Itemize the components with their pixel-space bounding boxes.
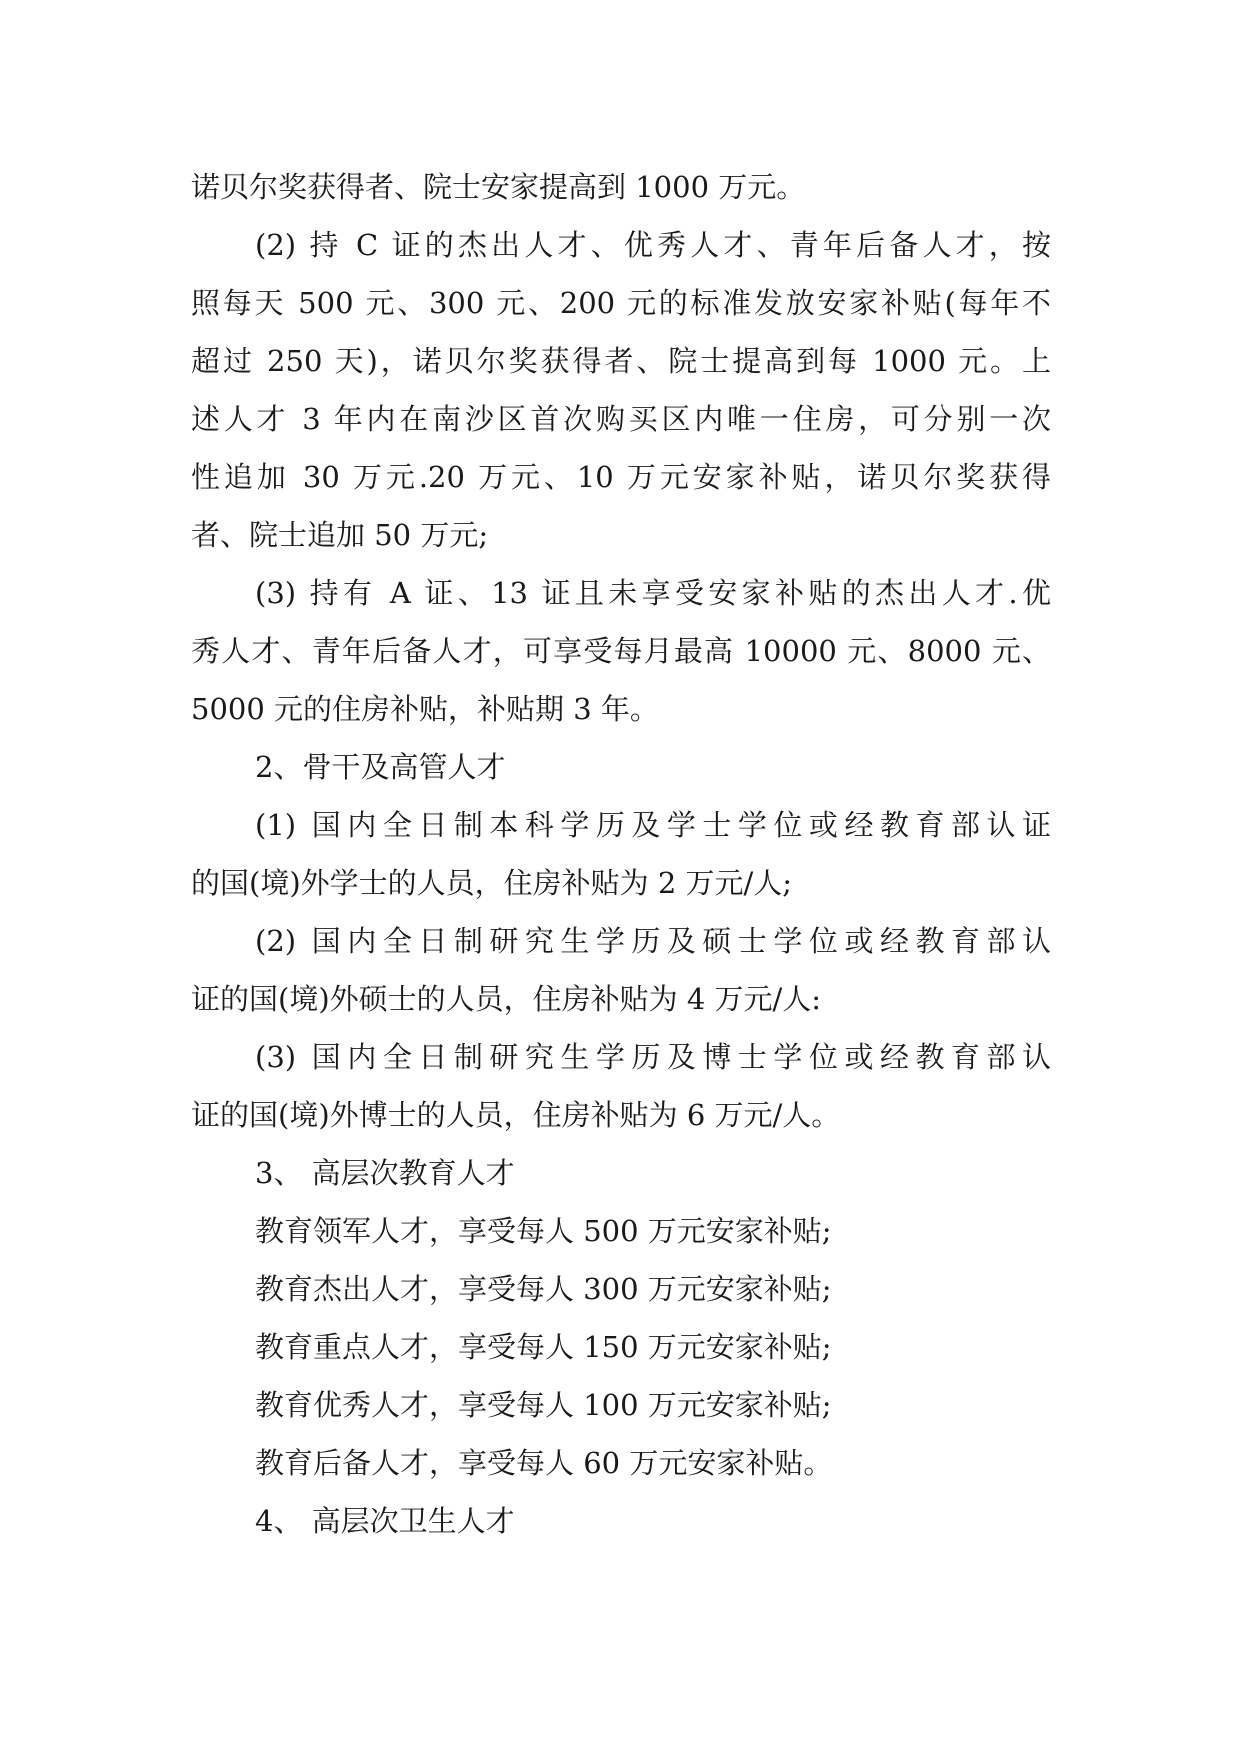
text-line: 秀人才、青年后备人才，可享受每月最高 10000 元、8000 元、 — [191, 634, 1051, 668]
text-line: (3) 国内全日制研究生学历及博士学位或经教育部认 — [255, 1040, 1051, 1074]
text-line: 5000 元的住房补贴，补贴期 3 年。 — [191, 692, 659, 726]
section-heading: 4、 高层次卫生人才 — [255, 1504, 515, 1538]
text-line: 教育领军人才，享受每人 500 万元安家补贴; — [255, 1214, 832, 1248]
text-line: 教育杰出人才，享受每人 300 万元安家补贴; — [255, 1272, 832, 1306]
document-page — [191, 158, 1051, 1550]
text-line: 教育优秀人才，享受每人 100 万元安家补贴; — [255, 1388, 832, 1422]
section-heading: 3、 高层次教育人才 — [255, 1156, 515, 1190]
text-line: 照每天 500 元、300 元、200 元的标准发放安家补贴(每年不 — [191, 286, 1051, 320]
text-line: 述人才 3 年内在南沙区首次购买区内唯一住房，可分别一次 — [191, 402, 1051, 436]
text-line: 超过 250 天)，诺贝尔奖获得者、院士提高到每 1000 元。上 — [191, 344, 1051, 378]
text-line: 证的国(境)外硕士的人员，住房补贴为 4 万元/人: — [191, 982, 822, 1016]
text-line: 教育重点人才，享受每人 150 万元安家补贴; — [255, 1330, 832, 1364]
text-line: 诺贝尔奖获得者、院士安家提高到 1000 万元。 — [191, 170, 806, 204]
section-heading: 2、骨干及高管人才 — [255, 750, 506, 784]
text-line: 者、院士追加 50 万元; — [191, 518, 489, 552]
text-line: 的国(境)外学士的人员，住房补贴为 2 万元/人; — [191, 866, 793, 900]
text-line: (1) 国内全日制本科学历及学士学位或经教育部认证 — [255, 808, 1051, 842]
text-line: 证的国(境)外博士的人员，住房补贴为 6 万元/人。 — [191, 1098, 841, 1132]
text-line: 性追加 30 万元.20 万元、10 万元安家补贴，诺贝尔奖获得 — [191, 460, 1051, 494]
text-line: (2) 持 C 证的杰出人才、优秀人才、青年后备人才，按 — [255, 228, 1051, 262]
text-line: 教育后备人才，享受每人 60 万元安家补贴。 — [255, 1446, 833, 1480]
text-line: (3) 持有 A 证、13 证且未享受安家补贴的杰出人才.优 — [255, 576, 1051, 610]
text-line: (2) 国内全日制研究生学历及硕士学位或经教育部认 — [255, 924, 1051, 958]
